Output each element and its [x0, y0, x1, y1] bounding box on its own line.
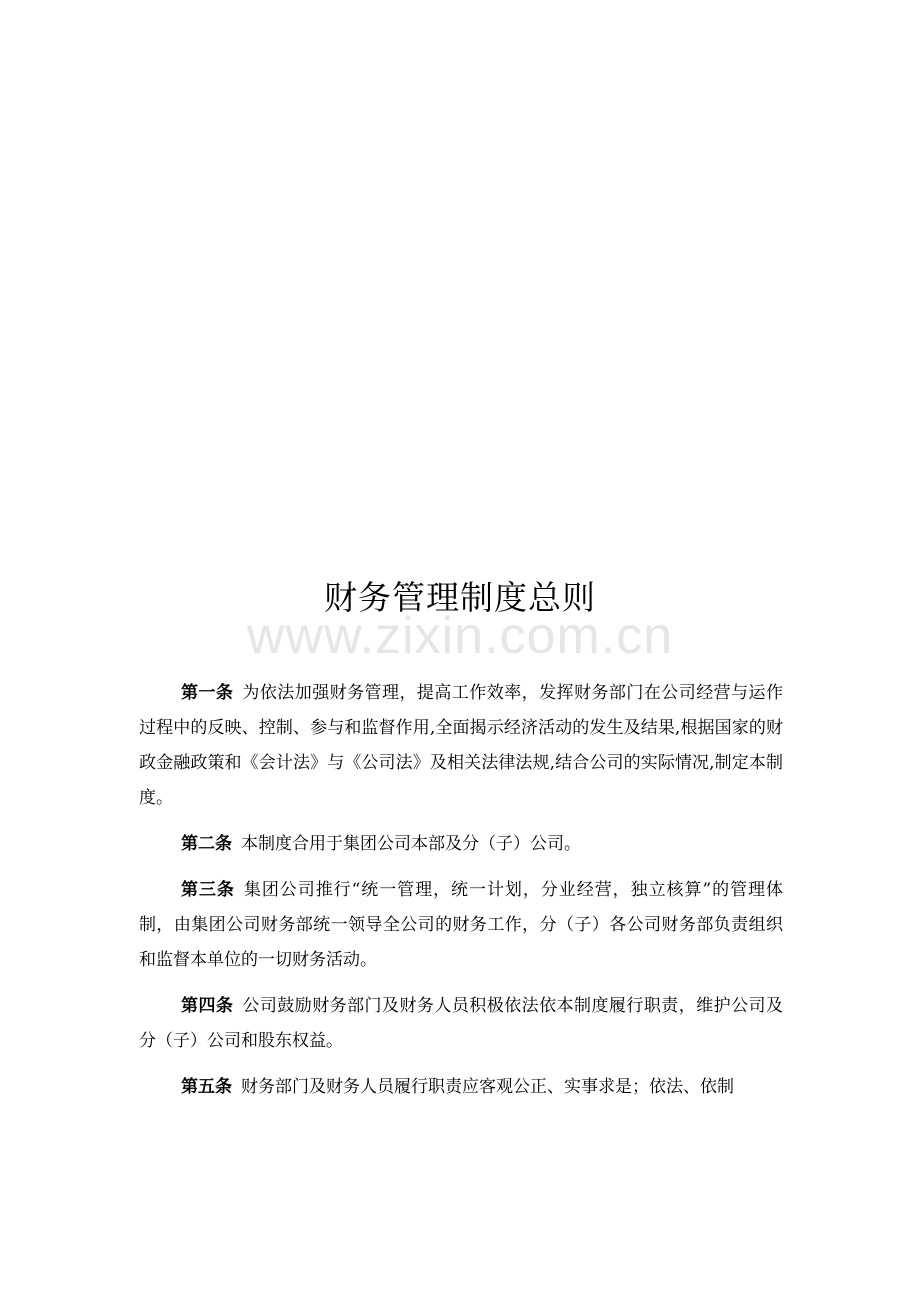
article-3-label: 第三条 [181, 880, 235, 900]
article-2-label: 第二条 [181, 834, 232, 854]
article-2-text: 本制度合用于集团公司本部及分（子）公司。 [241, 834, 581, 854]
article-2 [139, 827, 783, 862]
article-5-label: 第五条 [181, 1077, 232, 1097]
article-3 [139, 873, 783, 978]
watermark-text: www.zixin.com.cn [246, 607, 674, 665]
article-1 [139, 676, 783, 816]
article-5-text: 财务部门及财务人员履行职责应客观公正、实事求是；依法、依制 [241, 1077, 734, 1097]
document-body [139, 676, 783, 1116]
article-1-label: 第一条 [181, 683, 234, 703]
article-4-text: 公司鼓励财务部门及财务人员积极依法依本制度履行职责，维护公司及分（子）公司和股东权益。 [139, 996, 784, 1051]
article-4-label: 第四条 [181, 996, 234, 1016]
document-title: 财务管理制度总则 [324, 578, 596, 617]
article-4 [139, 989, 783, 1059]
article-5 [139, 1070, 783, 1105]
article-1-text: 为依法加强财务管理，提高工作效率，发挥财务部门在公司经营与运作过程中的反映、控制、参与和监督作用,全面揭示经济活动的发生及结果,根据国家的财政金融政策和《会计法》与《公司法》及相关法律法规,结合公司的实际情况,制定本制度。 [139, 683, 784, 808]
article-3-text: 集团公司推行“统一管理，统一计划，分业经营，独立核算”的管理体制，由集团公司财务部统一领导全公司的财务工作，分（子）各公司财务部负责组织和监督本单位的一切财务活动。 [139, 880, 783, 970]
